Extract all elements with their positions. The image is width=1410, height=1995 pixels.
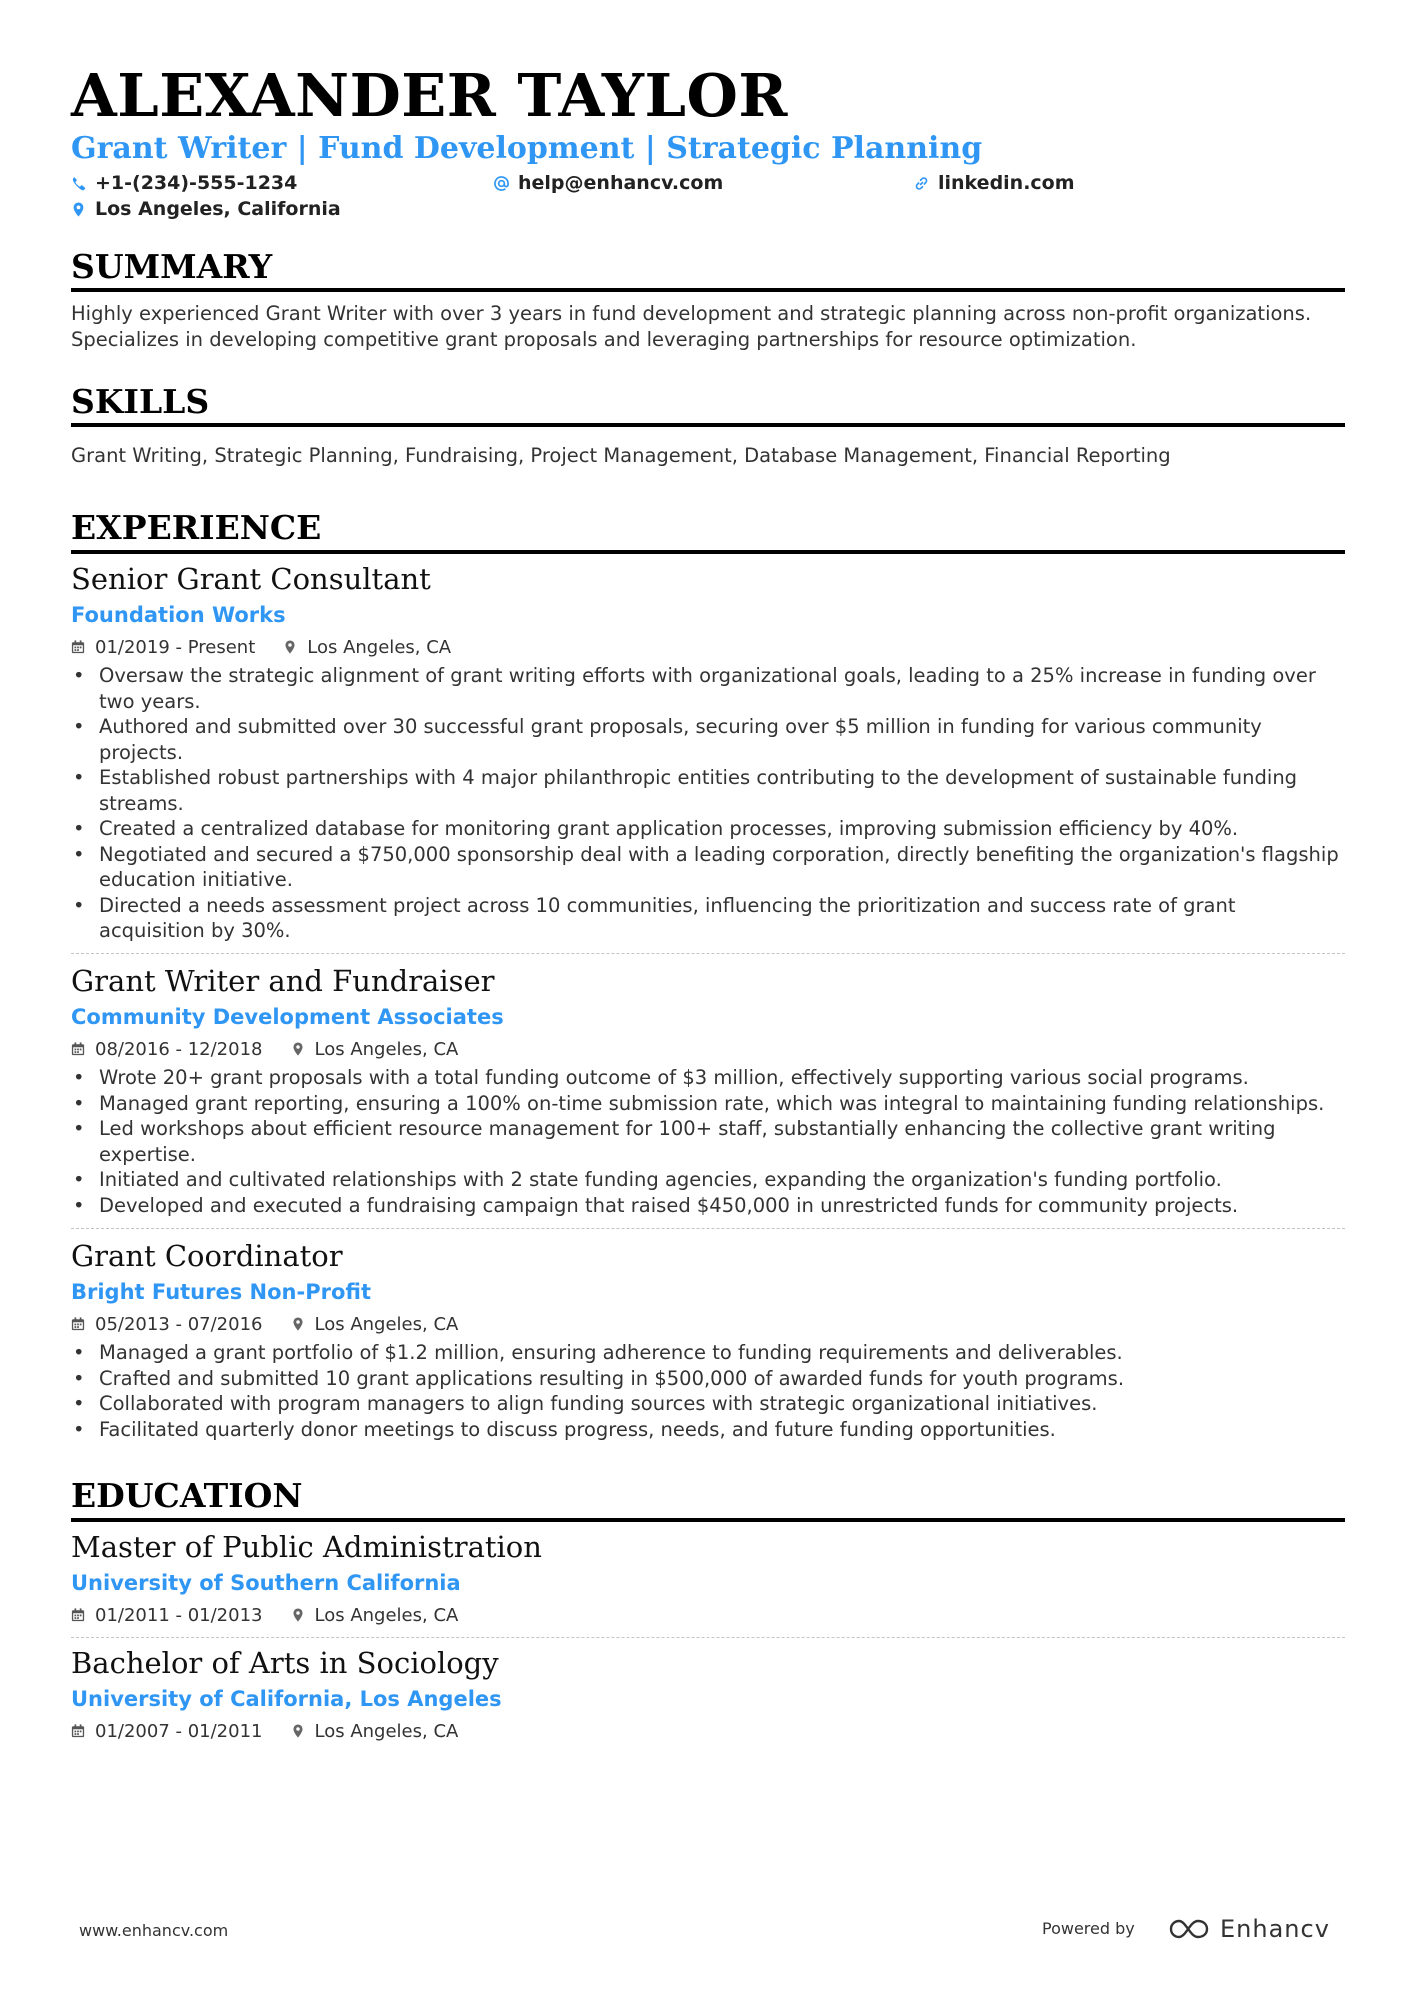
school-name: University of Southern California [71,1571,461,1595]
job-bullet: • Managed a grant portfolio of $1.2 million, ensuring adherence to funding requirements and deliverables. [71,1340,1345,1366]
contact-location-text: Los Angeles, California [95,198,341,220]
education-section-title: EDUCATION [71,1476,303,1515]
location-pin-icon [291,1724,305,1738]
job-separator [71,953,1345,954]
calendar-icon [71,640,85,654]
job-bullet: • Negotiated and secured a $750,000 sponsorship deal with a leading corporation, directly benefiting the organization's flagship education initiative. [71,842,1345,893]
education-location-text: Los Angeles, CA [314,1720,459,1742]
at-icon [494,176,509,191]
education-location [291,1721,459,1742]
job-bullet: • Collaborated with program managers to align funding sources with strategic organizational initiatives. [71,1391,1345,1417]
footer-url[interactable]: www.enhancv.com [79,1921,229,1940]
job-meta [71,1311,458,1337]
job-location-text: Los Angeles, CA [314,1313,459,1335]
degree-title: Bachelor of Arts in Sociology [71,1646,499,1680]
enhancv-logo-text: Enhancv [1220,1915,1330,1943]
job-title: Grant Coordinator [71,1239,343,1273]
job-bullets [71,1065,1345,1218]
calendar-icon [71,1608,85,1622]
job-title: Grant Writer and Fundraiser [71,964,495,998]
link-icon [914,176,929,191]
school-name: University of California, Los Angeles [71,1687,502,1711]
job-location [291,1314,459,1335]
education-divider [71,1518,1345,1522]
education-dates: 01/2011 - 01/2013 [95,1604,263,1626]
company-name: Foundation Works [71,603,286,627]
calendar-icon [71,1317,85,1331]
contact-website[interactable] [914,170,1075,196]
job-bullet: • Facilitated quarterly donor meetings to discuss progress, needs, and future funding opportunities. [71,1417,1345,1443]
contact-email-text: help@enhancv.com [518,172,724,194]
company-name: Bright Futures Non-Profit [71,1280,371,1304]
job-title: Senior Grant Consultant [71,562,431,596]
job-bullet: • Authored and submitted over 30 successful grant proposals, securing over $5 million in funding for various community projects. [71,714,1345,765]
contact-phone-text: +1-(234)-555-1234 [95,172,298,194]
contact-email[interactable] [494,170,723,196]
location-pin-icon [291,1042,305,1056]
job-bullet: • Wrote 20+ grant proposals with a total funding outcome of $3 million, effectively supporting various social programs. [71,1065,1345,1091]
contact-phone[interactable] [71,170,297,196]
job-bullets [71,1340,1345,1442]
job-bullet: • Directed a needs assessment project across 10 communities, influencing the prioritization and success rate of grant acquisition by 30%. [71,893,1345,944]
job-dates: 01/2019 - Present [95,636,256,658]
job-bullet: • Oversaw the strategic alignment of grant writing efforts with organizational goals, leading to a 25% increase in funding over two years. [71,663,1345,714]
powered-by-label: Powered by [1042,1919,1135,1938]
degree-title: Master of Public Administration [71,1530,542,1564]
job-meta [71,634,451,660]
location-pin-icon [71,202,86,217]
calendar-icon [71,1042,85,1056]
contact-location [71,196,341,222]
job-dates: 05/2013 - 07/2016 [95,1313,263,1335]
job-location-text: Los Angeles, CA [307,636,452,658]
skills-text: Grant Writing, Strategic Planning, Fundraising, Project Management, Database Management, Financial Reporting [71,444,1171,467]
company-name: Community Development Associates [71,1005,504,1029]
job-bullet: • Managed grant reporting, ensuring a 100% on-time submission rate, which was integral to maintaining funding relationships. [71,1091,1345,1117]
education-dates: 01/2007 - 01/2011 [95,1720,263,1742]
job-location-text: Los Angeles, CA [314,1038,459,1060]
education-location [291,1605,459,1626]
summary-section-title: SUMMARY [71,247,273,286]
job-location [291,1039,459,1060]
job-location [283,637,451,658]
candidate-name: ALEXANDER TAYLOR [71,61,788,130]
experience-section-title: EXPERIENCE [71,508,322,547]
education-separator [71,1637,1345,1638]
summary-text: Highly experienced Grant Writer with over 3 years in fund development and strategic planning across non-profit organizations. Specializes in developing competitive grant proposals and leveraging partnerships for resource optimization. [71,302,1312,351]
candidate-headline: Grant Writer | Fund Development | Strategic Planning [71,131,983,166]
summary-divider [71,288,1345,292]
skills-section-title: SKILLS [71,382,210,421]
phone-icon [71,176,86,191]
job-bullet: • Created a centralized database for monitoring grant application processes, improving submission efficiency by 40%. [71,816,1345,842]
location-pin-icon [283,640,297,654]
location-pin-icon [291,1317,305,1331]
job-bullet: • Led workshops about efficient resource management for 100+ staff, substantially enhancing the collective grant writing expertise. [71,1116,1345,1167]
job-separator [71,1228,1345,1229]
education-location-text: Los Angeles, CA [314,1604,459,1626]
enhancv-logo-icon [1168,1916,1212,1942]
location-pin-icon [291,1608,305,1622]
contact-website-text: linkedin.com [938,172,1075,194]
job-bullet: • Crafted and submitted 10 grant applications resulting in $500,000 of awarded funds for youth programs. [71,1366,1345,1392]
job-meta [71,1036,458,1062]
enhancv-logo[interactable] [1168,1909,1330,1949]
job-dates: 08/2016 - 12/2018 [95,1038,263,1060]
skills-divider [71,423,1345,427]
job-bullet: • Established robust partnerships with 4 major philanthropic entities contributing to the development of sustainable funding streams. [71,765,1345,816]
job-bullet: • Initiated and cultivated relationships with 2 state funding agencies, expanding the organization's funding portfolio. [71,1167,1345,1193]
job-bullet: • Developed and executed a fundraising campaign that raised $450,000 in unrestricted funds for community projects. [71,1193,1345,1219]
education-meta [71,1602,458,1628]
calendar-icon [71,1724,85,1738]
job-bullets [71,663,1345,944]
education-meta [71,1718,458,1744]
experience-divider [71,550,1345,554]
